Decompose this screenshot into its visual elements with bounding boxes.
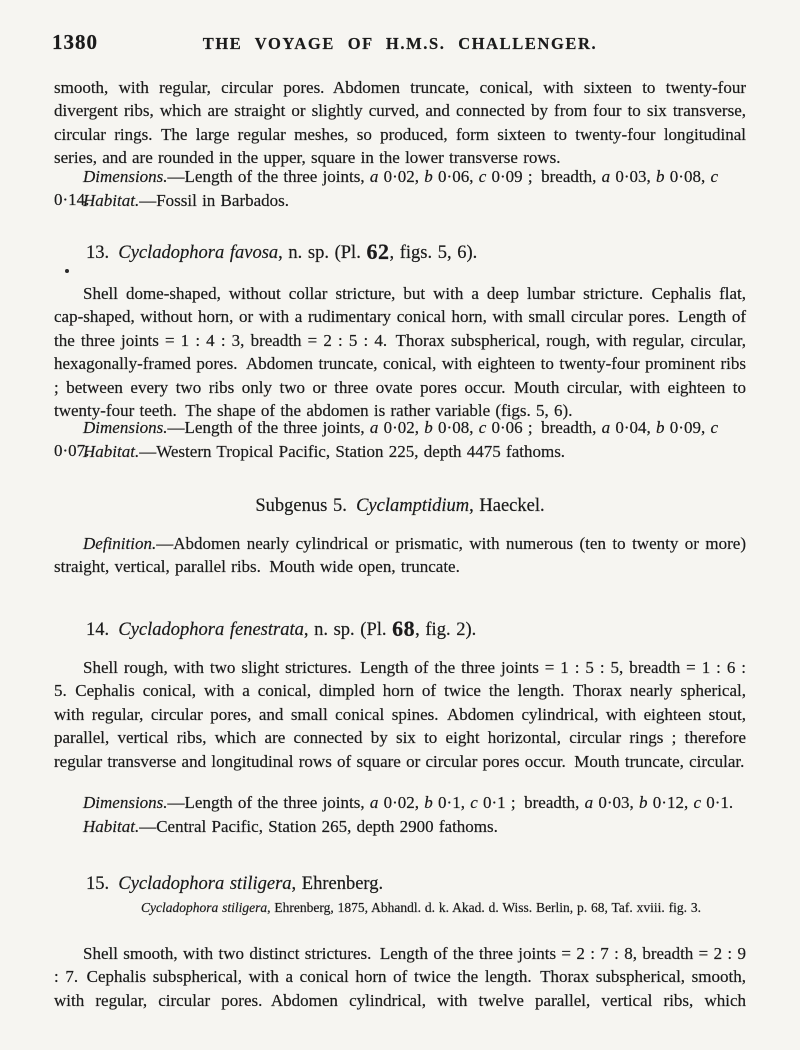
habitat-line-barbados: Habitat.—Fossil in Barbados. <box>83 191 290 210</box>
dimensions-line-favosa: Dimensions.—Length of the three joints, a 0·02, b 0·08, c 0·06 ; breadth, a 0·04, b 0·09, c 0·07. <box>54 418 719 461</box>
dimensions-line-favosa-prev: Dimensions.—Length of the three joints, a 0·02, b 0·06, c 0·09 ; breadth, a 0·03, b 0·08, c 0·14. <box>54 167 719 210</box>
dimensions-line-fenestrata: Dimensions.—Length of the three joints, a 0·02, b 0·1, c 0·1 ; breadth, a 0·03, b 0·12, c 0·1. <box>83 793 734 812</box>
subgenus-heading-cyclamptidium: Subgenus 5. Cyclamptidium, Haeckel. <box>255 496 545 516</box>
species-heading-14-cycladophora-fenestrata: 14. Cycladophora fenestrata, n. sp. (Pl. 68, fig. 2). <box>86 616 477 641</box>
habitat-line-station-225: Habitat.—Western Tropical Pacific, Station 225, depth 4475 fathoms. <box>83 442 566 461</box>
paragraph-subgenus-definition: Definition.—Abdomen nearly cylindrical or prismatic, with numerous (ten to twenty or more) straight, vertical, parallel ribs. Mouth wide open, truncate. <box>54 534 746 577</box>
habitat-line-station-265: Habitat.—Central Pacific, Station 265, depth 2900 fathoms. <box>83 817 498 836</box>
paragraph-favosa-description: Shell dome-shaped, without collar stricture, but with a deep lumbar stricture. Cephalis flat, cap-shaped, without horn, or with a rudimentary conical horn, with small circular pores. Length of the three joints = 1 : 4 : 3, breadth = 2 : 5 : 4. Thorax subspherical, rough, with regular, circular, hexagonally-framed pores. Abdomen truncate, conical, with eighteen to twenty-four prominent ribs ; between every two ribs only two or three ovate pores occur. Mouth circular, with eighteen to twenty-four teeth. The shape of the abdomen is rather variable (figs. 5, 6). <box>54 284 746 421</box>
paragraph-continuation: smooth, with regular, circular pores. Abdomen truncate, conical, with sixteen to twenty-four divergent ribs, which are straight or slightly curved, and connected by from four to six transverse, circular rings. The large regular meshes, so produced, form sixteen to twenty-four longitudinal series, and are rounded in the upper, square in the lower transverse rows. <box>54 78 746 168</box>
paragraph-fenestrata-description: Shell rough, with two slight strictures. Length of the three joints = 1 : 5 : 5, breadth = 1 : 6 : 5. Cephalis conical, with a conical, dimpled horn of twice the length. Thorax nearly spherical, with regular, circular pores, and small conical spines. Abdomen cylindrical, with eighteen stout, parallel, vertical ribs, which are connected by six to eight horizontal, circular rings ; therefore regular transverse and longitudinal rows of square or circular pores occur. Mouth truncate, circular. <box>54 658 746 771</box>
ink-speck <box>65 269 69 273</box>
paragraph-stiligera-description: Shell smooth, with two distinct strictures. Length of the three joints = 2 : 7 : 8, breadth = 2 : 9 : 7. Cephalis subspherical, with a conical horn of twice the length. Thorax subspherical, smooth, with regular, circular pores. Abdomen cylindrical, with twelve parallel, vertical ribs, which <box>54 944 746 1010</box>
running-title: THE VOYAGE OF H.M.S. CHALLENGER. <box>202 34 598 53</box>
species-heading-13-cycladophora-favosa: 13. Cycladophora favosa, n. sp. (Pl. 62, figs. 5, 6). <box>86 239 478 264</box>
synonymy-citation-stiligera: Cycladophora stiligera, Ehrenberg, 1875, Abhandl. d. k. Akad. d. Wiss. Berlin, p. 68, Taf. xviii. fig. 3. <box>141 900 701 915</box>
species-heading-15-cycladophora-stiligera: 15. Cycladophora stiligera, Ehrenberg. <box>86 874 384 894</box>
page-number: 1380 <box>52 30 98 54</box>
